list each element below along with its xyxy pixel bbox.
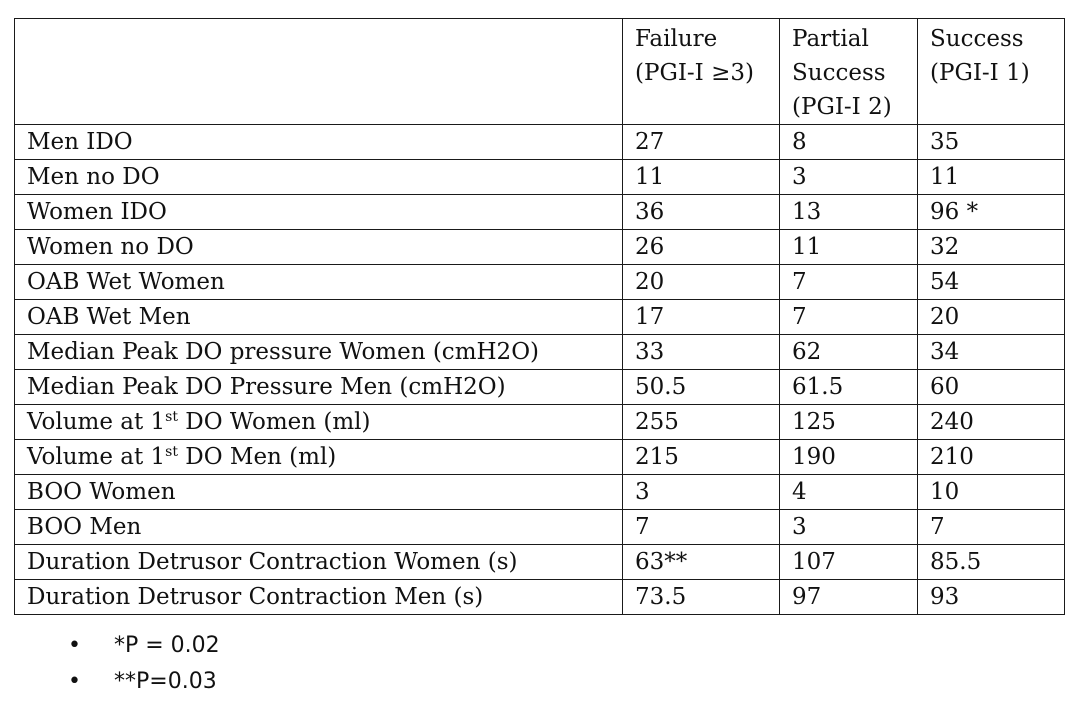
footnotes-list xyxy=(68,628,220,700)
ordinal-suffix: st xyxy=(165,444,178,460)
table-row xyxy=(15,335,1065,370)
row-label xyxy=(15,440,623,475)
table-row xyxy=(15,160,1065,195)
row-label: Men no DO xyxy=(15,160,623,195)
row-label: OAB Wet Men xyxy=(15,300,623,335)
row-label: OAB Wet Women xyxy=(15,265,623,300)
table-row xyxy=(15,125,1065,160)
table-row xyxy=(15,580,1065,615)
bullet-icon: • xyxy=(68,669,81,694)
cell-failure: 255 xyxy=(623,405,780,440)
table-row xyxy=(15,440,1065,475)
cell-success: 35 xyxy=(918,125,1065,160)
table-row xyxy=(15,230,1065,265)
table-row xyxy=(15,265,1065,300)
row-label-text: DO Women (ml) xyxy=(177,409,371,435)
table-row xyxy=(15,405,1065,440)
footnote-text: *P = 0.02 xyxy=(114,633,220,658)
cell-failure: 33 xyxy=(623,335,780,370)
footnote-text: **P=0.03 xyxy=(114,669,217,694)
table-row xyxy=(15,510,1065,545)
cell-success: 34 xyxy=(918,335,1065,370)
header-success: Success (PGI-I 1) xyxy=(918,19,1065,125)
ordinal-suffix: st xyxy=(165,409,178,425)
bullet-icon: • xyxy=(68,633,81,658)
footnote-item xyxy=(68,628,220,664)
cell-partial-success: 11 xyxy=(780,230,918,265)
cell-success: 20 xyxy=(918,300,1065,335)
cell-success: 210 xyxy=(918,440,1065,475)
header-partial-success: Partial Success (PGI-I 2) xyxy=(780,19,918,125)
cell-success: 10 xyxy=(918,475,1065,510)
cell-success: 54 xyxy=(918,265,1065,300)
row-label: Duration Detrusor Contraction Women (s) xyxy=(15,545,623,580)
cell-partial-success: 3 xyxy=(780,510,918,545)
cell-failure: 36 xyxy=(623,195,780,230)
row-label: Men IDO xyxy=(15,125,623,160)
cell-partial-success: 7 xyxy=(780,300,918,335)
cell-success: 7 xyxy=(918,510,1065,545)
cell-failure: 17 xyxy=(623,300,780,335)
cell-success: 240 xyxy=(918,405,1065,440)
cell-success: 85.5 xyxy=(918,545,1065,580)
cell-partial-success: 13 xyxy=(780,195,918,230)
cell-success: 93 xyxy=(918,580,1065,615)
row-label xyxy=(15,405,623,440)
cell-partial-success: 190 xyxy=(780,440,918,475)
header-failure: Failure (PGI-I ≥3) xyxy=(623,19,780,125)
table-row xyxy=(15,545,1065,580)
row-label: BOO Men xyxy=(15,510,623,545)
cell-failure: 7 xyxy=(623,510,780,545)
cell-partial-success: 107 xyxy=(780,545,918,580)
row-label-text: Volume at 1 xyxy=(27,409,166,435)
cell-success: 11 xyxy=(918,160,1065,195)
table-row xyxy=(15,370,1065,405)
table-header-row xyxy=(15,19,1065,125)
cell-partial-success: 8 xyxy=(780,125,918,160)
cell-failure: 3 xyxy=(623,475,780,510)
cell-failure: 26 xyxy=(623,230,780,265)
header-blank-cell xyxy=(15,19,623,125)
cell-partial-success: 125 xyxy=(780,405,918,440)
row-label-text: Volume at 1 xyxy=(27,444,166,470)
cell-partial-success: 61.5 xyxy=(780,370,918,405)
row-label: BOO Women xyxy=(15,475,623,510)
cell-partial-success: 4 xyxy=(780,475,918,510)
cell-partial-success: 3 xyxy=(780,160,918,195)
cell-failure: 73.5 xyxy=(623,580,780,615)
cell-failure: 11 xyxy=(623,160,780,195)
cell-partial-success: 97 xyxy=(780,580,918,615)
cell-failure: 27 xyxy=(623,125,780,160)
cell-partial-success: 7 xyxy=(780,265,918,300)
outcomes-table xyxy=(14,18,1065,615)
row-label: Duration Detrusor Contraction Men (s) xyxy=(15,580,623,615)
table-row xyxy=(15,475,1065,510)
table-row xyxy=(15,300,1065,335)
cell-success: 60 xyxy=(918,370,1065,405)
row-label-text: DO Men (ml) xyxy=(177,444,337,470)
row-label: Median Peak DO Pressure Men (cmH2O) xyxy=(15,370,623,405)
cell-success: 96 * xyxy=(918,195,1065,230)
cell-partial-success: 62 xyxy=(780,335,918,370)
row-label: Women no DO xyxy=(15,230,623,265)
cell-failure: 63** xyxy=(623,545,780,580)
cell-failure: 215 xyxy=(623,440,780,475)
cell-failure: 50.5 xyxy=(623,370,780,405)
cell-success: 32 xyxy=(918,230,1065,265)
table-row xyxy=(15,195,1065,230)
row-label: Median Peak DO pressure Women (cmH2O) xyxy=(15,335,623,370)
row-label: Women IDO xyxy=(15,195,623,230)
cell-failure: 20 xyxy=(623,265,780,300)
footnote-item xyxy=(68,664,220,700)
